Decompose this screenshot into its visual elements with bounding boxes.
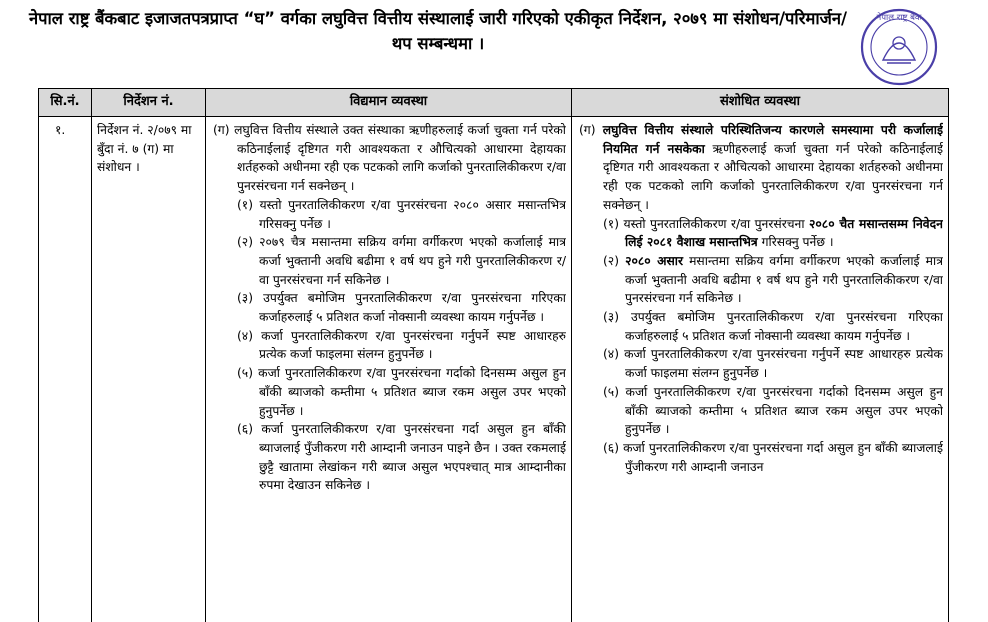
row-sn: १. xyxy=(39,117,92,622)
existing-item: (१) यस्तो पुनरतालिकीकरण र/वा पुनरसंरचना २०८० असार मसान्तभित्र गरिसक्नु पर्नेछ । xyxy=(211,196,566,233)
existing-cell xyxy=(206,117,572,622)
existing-intro: (ग) लघुवित्त वित्तीय संस्थाले उक्त संस्थाका ऋणीहरुलाई कर्जा चुक्ता गर्न परेको कठिनाईलाई दृष्टिगत गरी आवश्यकता र औचित्यको आधारमा देहायका शर्तहरुको अधीनमा रही एक पटकको लागि कर्जाको पुनरतालिकीकरण र/वा पुनरसंरचना गर्न सक्नेछन्‌ । xyxy=(211,121,566,196)
revised-item: (५) कर्जा पुनरतालिकीकरण र/वा पुनरसंरचना गर्दाको दिनसम्म असुल हुन बाँकी ब्याजको कम्तीमा ५ प्रतिशत ब्याज रकम असुल उपर भएको हुनुपर्नेछ । xyxy=(577,383,943,439)
header-directive: निर्देशन नं. xyxy=(92,89,206,117)
existing-item: (३) उपर्युक्त बमोजिम पुनरतालिकीकरण र/वा पुनरसंरचना गरिएका कर्जाहरुलाई ५ प्रतिशत कर्जा नोक्सानी व्यवस्था कायम गर्नुपर्नेछ । xyxy=(211,289,566,326)
existing-item: (५) कर्जा पुनरतालिकीकरण र/वा पुनरसंरचना गर्दाको दिनसम्म असुल हुन बाँकी ब्याजको कम्तीमा ५ प्रतिशत ब्याज रकम असुल उपर भएको हुनुपर्नेछ । xyxy=(211,364,566,420)
directive-table xyxy=(38,88,949,622)
revised-item: (४) कर्जा पुनरतालिकीकरण र/वा पुनरसंरचना गर्नुपर्ने स्पष्ट आधारहरु प्रत्येक कर्जा फाइलमा संलग्न हुनुपर्नेछ । xyxy=(577,345,943,382)
revised-item: (१) यस्तो पुनरतालिकीकरण र/वा पुनरसंरचना २०८० चैत मसान्तसम्म निवेदन लिई २०८१ वैशाख मसान्तभित्र गरिसक्नु पर्नेछ । xyxy=(577,215,943,252)
header-existing: विद्यमान व्यवस्था xyxy=(206,89,572,117)
existing-item: (६) कर्जा पुनरतालिकीकरण र/वा पुनरसंरचना गर्दा असुल हुन बाँकी ब्याजलाई पुँजीकरण गरी आम्दानी जनाउन पाइने छैन । उक्त रकमलाई छुट्टै खातामा लेखांकन गरी ब्याज असुल भएपश्चात्‌ मात्र आम्दानीका रुपमा देखाउन सकिनेछ । xyxy=(211,420,566,495)
header-revised: संशोधित व्यवस्था xyxy=(572,89,949,117)
row-directive: निर्देशन नं. २/०७९ मा बुँदा नं. ७ (ग) मा संशोधन । xyxy=(92,117,206,622)
header-sn: सि.नं. xyxy=(39,89,92,117)
document-title: नेपाल राष्ट्र बैंकबाट इजाजतपत्रप्राप्त “घ” वर्गका लघुवित्त वित्तीय संस्थालाई जारी गरिएको एकीकृत निर्देशन, २०७९ मा संशोधन/परिमार्जन/थप सम्बन्धमा । xyxy=(28,6,848,56)
existing-item: (४) कर्जा पुनरतालिकीकरण र/वा पुनरसंरचना गर्नुपर्ने स्पष्ट आधारहरु प्रत्येक कर्जा फाइलमा संलग्न हुनुपर्नेछ । xyxy=(211,327,566,364)
revised-cell xyxy=(572,117,949,622)
revised-intro: (ग) लघुवित्त वित्तीय संस्थाले परिस्थितिजन्य कारणले समस्यामा परी कर्जालाई नियमित गर्न नसकेका ऋणीहरुलाई कर्जा चुक्ता गर्न परेको कठिनाईलाई दृष्टिगत गरी आवश्यकता र औचित्यको आधारमा देहायका शर्तहरुको अधीनमा रही एक पटकको लागि कर्जाको पुनरतालिकीकरण र/वा पुनरसंरचना गर्न सक्नेछन्‌ । xyxy=(577,121,943,215)
revised-item: (२) २०८० असार मसान्तमा सक्रिय वर्गमा वर्गीकरण भएको कर्जालाई मात्र कर्जा भुक्तानी अवधि बढीमा १ वर्ष थप हुने गरी पुनरतालिकीकरण र/वा पुनरसंरचना गर्न सकिनेछ । xyxy=(577,252,943,308)
table-row xyxy=(39,117,949,622)
revised-item: (६) कर्जा पुनरतालिकीकरण र/वा पुनरसंरचना गर्दा असुल हुन बाँकी ब्याजलाई पुँजीकरण गरी आम्दानी जनाउन xyxy=(577,439,943,476)
existing-item: (२) २०७९ चैत्र मसान्तमा सक्रिय वर्गमा वर्गीकरण भएको कर्जालाई मात्र कर्जा भुक्तानी अवधि बढीमा १ वर्ष थप हुने गरी पुनरतालिकीकरण र/वा पुनरसंरचना गर्न सकिनेछ । xyxy=(211,233,566,289)
revised-item: (३) उपर्युक्त बमोजिम पुनरतालिकीकरण र/वा पुनरसंरचना गरिएका कर्जाहरुलाई ५ प्रतिशत कर्जा नोक्सानी व्यवस्था कायम गर्नुपर्नेछ । xyxy=(577,308,943,345)
table-header-row xyxy=(39,89,949,117)
seal-text: नेपाल राष्ट्र बैंक xyxy=(877,12,922,23)
nrb-seal-logo xyxy=(856,8,942,86)
